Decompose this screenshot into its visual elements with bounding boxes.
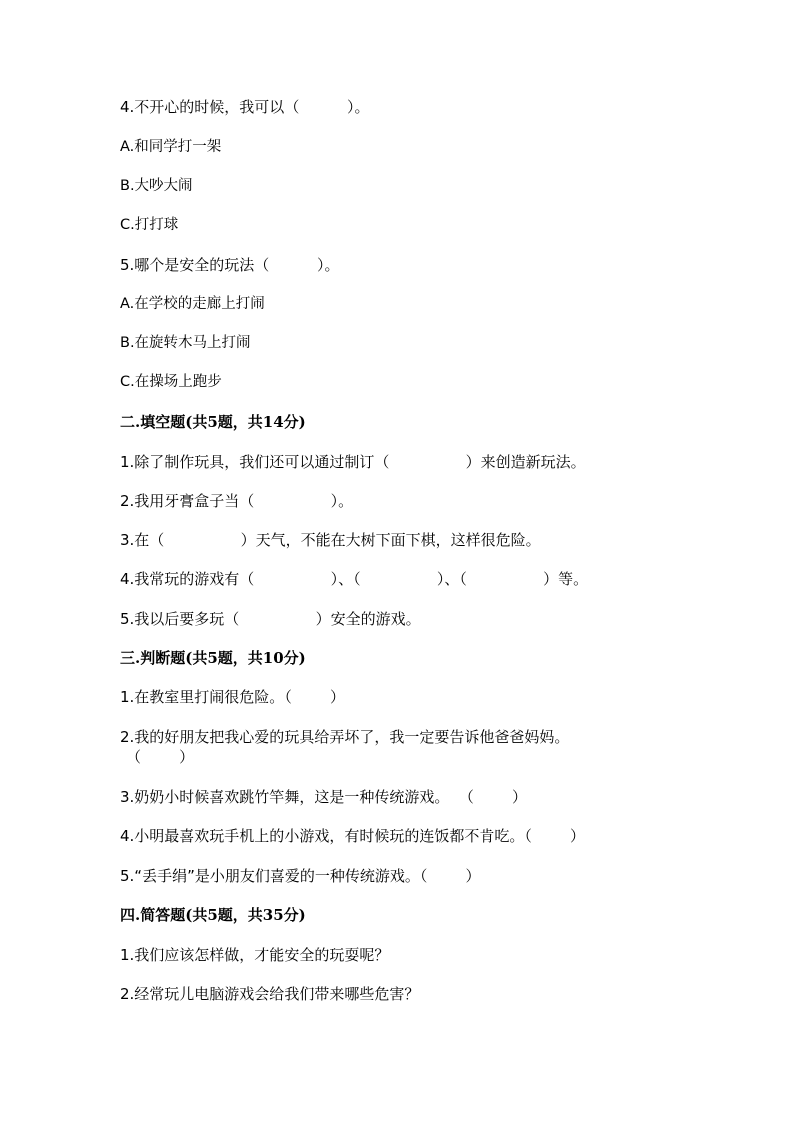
fill-item-2: 2.我用牙膏盒子当（ ）。	[120, 492, 354, 510]
short-section-heading: 四.简答题(共5题，共35分)	[120, 906, 306, 924]
short-item-2: 2.经常玩儿电脑游戏会给我们带来哪些危害？	[120, 985, 420, 1003]
fill-section-heading: 二.填空题(共5题，共14分)	[120, 413, 306, 431]
judge-item-5: 5.“丢手绢”是小朋友们喜爱的一种传统游戏。（ ）	[120, 867, 481, 885]
choice-q5-option-b: B.在旋转木马上打闹	[120, 335, 251, 351]
fill-item-5: 5.我以后要多玩（ ）安全的游戏。	[120, 610, 421, 628]
choice-q5-option-a: A.在学校的走廊上打闹	[120, 296, 265, 312]
fill-item-1: 1.除了制作玩具，我们还可以通过制订（ ）来创造新玩法。	[120, 453, 586, 471]
short-item-1: 1.我们应该怎样做，才能安全的玩耍呢？	[120, 946, 390, 964]
judge-item-4: 4.小明最喜欢玩手机上的小游戏，有时候玩的连饭都不肯吃。（ ）	[120, 827, 585, 845]
judge-item-3: 3.奶奶小时候喜欢跳竹竿舞，这是一种传统游戏。 （ ）	[120, 788, 527, 806]
judge-section-heading: 三.判断题(共5题，共10分)	[120, 649, 306, 667]
choice-q4-stem: 4.不开心的时候，我可以（ ）。	[120, 98, 370, 116]
judge-item-2-bracket: （ ）	[126, 748, 195, 766]
fill-item-4: 4.我常玩的游戏有（ ）、（ ）、（ ）等。	[120, 570, 589, 588]
choice-q4-option-c: C.打打球	[120, 217, 179, 233]
judge-item-1: 1.在教室里打闹很危险。（ ）	[120, 688, 345, 706]
fill-item-3: 3.在（ ）天气，不能在大树下面下棋，这样很危险。	[120, 531, 541, 549]
choice-q5-stem: 5.哪个是安全的玩法（ ）。	[120, 256, 340, 274]
choice-q5-option-c: C.在操场上跑步	[120, 374, 222, 390]
judge-item-2: 2.我的好朋友把我心爱的玩具给弄坏了，我一定要告诉他爸爸妈妈。	[120, 728, 570, 746]
choice-q4-option-a: A.和同学打一架	[120, 139, 222, 155]
choice-q4-option-b: B.大吵大闹	[120, 178, 193, 194]
